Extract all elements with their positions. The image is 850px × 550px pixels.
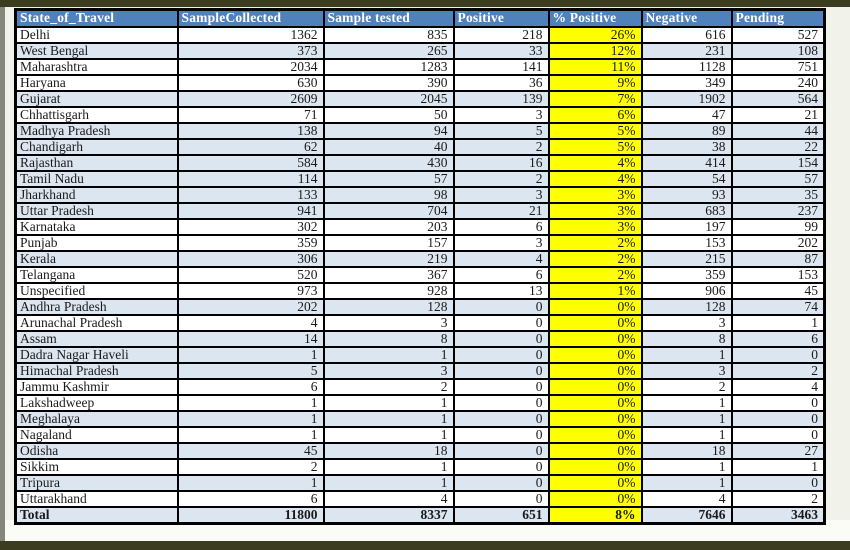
pending-cell: 108: [732, 43, 825, 59]
negative-cell: 4: [642, 491, 732, 507]
pct-positive-cell: 5%: [549, 139, 642, 155]
state-cell: Odisha: [16, 443, 178, 459]
state-cell: Gujarat: [16, 91, 178, 107]
state-cell: Andhra Pradesh: [16, 299, 178, 315]
table-row: [16, 315, 825, 331]
pct-positive-cell: 2%: [549, 251, 642, 267]
state-cell: Assam: [16, 331, 178, 347]
positive-cell: 0: [454, 491, 549, 507]
negative-cell: 349: [642, 75, 732, 91]
negative-cell: 683: [642, 203, 732, 219]
negative-cell: 18: [642, 443, 732, 459]
state-cell: Jammu Kashmir: [16, 379, 178, 395]
pending-cell: 240: [732, 75, 825, 91]
state-cell: Tamil Nadu: [16, 171, 178, 187]
table-row: [16, 139, 825, 155]
pending-cell: 57: [732, 171, 825, 187]
negative-cell: 3: [642, 315, 732, 331]
negative-cell: 906: [642, 283, 732, 299]
collected-cell: 2609: [178, 91, 324, 107]
bottom-divider-band: [0, 541, 850, 550]
pending-cell: 0: [732, 427, 825, 443]
table-row: [16, 43, 825, 59]
table-row: [16, 491, 825, 507]
state-cell: Meghalaya: [16, 411, 178, 427]
collected-cell: 1: [178, 395, 324, 411]
table-row: [16, 427, 825, 443]
tested-cell: 128: [324, 299, 454, 315]
table-row: [16, 187, 825, 203]
positive-cell: 0: [454, 427, 549, 443]
tested-cell: 430: [324, 155, 454, 171]
pct-positive-cell: 0%: [549, 459, 642, 475]
tested-cell: 40: [324, 139, 454, 155]
collected-cell: 1362: [178, 27, 324, 43]
negative-cell: 1902: [642, 91, 732, 107]
collected-cell: 4: [178, 315, 324, 331]
positive-cell: 0: [454, 299, 549, 315]
tested-cell: 1: [324, 347, 454, 363]
negative-cell: 38: [642, 139, 732, 155]
state-cell: Arunachal Pradesh: [16, 315, 178, 331]
table-row: [16, 395, 825, 411]
table-row: [16, 459, 825, 475]
tested-cell: 1: [324, 475, 454, 491]
table-row: [16, 363, 825, 379]
collected-cell: 1: [178, 427, 324, 443]
negative-cell: 1: [642, 395, 732, 411]
table-row: [16, 219, 825, 235]
collected-cell: 14: [178, 331, 324, 347]
state-cell: Kerala: [16, 251, 178, 267]
table-row: [16, 475, 825, 491]
collected-cell: 1: [178, 475, 324, 491]
pct-positive-cell: 0%: [549, 475, 642, 491]
pending-cell: 154: [732, 155, 825, 171]
collected-cell: 941: [178, 203, 324, 219]
pending-cell: 564: [732, 91, 825, 107]
state-cell: Total: [16, 507, 178, 524]
collected-cell: 520: [178, 267, 324, 283]
total-row: [16, 507, 825, 524]
column-header-positive: Positive: [454, 10, 549, 27]
pct-positive-cell: 0%: [549, 411, 642, 427]
collected-cell: 138: [178, 123, 324, 139]
tested-cell: 1283: [324, 59, 454, 75]
tested-cell: 3: [324, 315, 454, 331]
pending-cell: 4: [732, 379, 825, 395]
positive-cell: 6: [454, 267, 549, 283]
state-cell: Uttarakhand: [16, 491, 178, 507]
negative-cell: 616: [642, 27, 732, 43]
collected-cell: 2034: [178, 59, 324, 75]
pending-cell: 44: [732, 123, 825, 139]
pct-positive-cell: 0%: [549, 315, 642, 331]
pending-cell: 527: [732, 27, 825, 43]
negative-cell: 197: [642, 219, 732, 235]
pct-positive-cell: 9%: [549, 75, 642, 91]
positive-cell: 0: [454, 331, 549, 347]
tested-cell: 8337: [324, 507, 454, 524]
pct-positive-cell: 0%: [549, 443, 642, 459]
negative-cell: 2: [642, 379, 732, 395]
positive-cell: 21: [454, 203, 549, 219]
state-cell: Nagaland: [16, 427, 178, 443]
tested-cell: 390: [324, 75, 454, 91]
pending-cell: 35: [732, 187, 825, 203]
pending-cell: 87: [732, 251, 825, 267]
tested-cell: 1: [324, 411, 454, 427]
negative-cell: 359: [642, 267, 732, 283]
state-cell: Chandigarh: [16, 139, 178, 155]
pending-cell: 74: [732, 299, 825, 315]
table-row: [16, 267, 825, 283]
pending-cell: 237: [732, 203, 825, 219]
table-row: [16, 411, 825, 427]
state-cell: Punjab: [16, 235, 178, 251]
pending-cell: 1: [732, 459, 825, 475]
top-divider-band: [0, 0, 850, 7]
negative-cell: 3: [642, 363, 732, 379]
pct-positive-cell: 4%: [549, 155, 642, 171]
tested-cell: 2045: [324, 91, 454, 107]
table-row: [16, 283, 825, 299]
negative-cell: 93: [642, 187, 732, 203]
state-cell: Sikkim: [16, 459, 178, 475]
collected-cell: 630: [178, 75, 324, 91]
table-row: [16, 107, 825, 123]
collected-cell: 1: [178, 411, 324, 427]
positive-cell: 0: [454, 443, 549, 459]
pct-positive-cell: 26%: [549, 27, 642, 43]
state-cell: Uttar Pradesh: [16, 203, 178, 219]
pct-positive-cell: 12%: [549, 43, 642, 59]
tested-cell: 8: [324, 331, 454, 347]
state-cell: Telangana: [16, 267, 178, 283]
collected-cell: 133: [178, 187, 324, 203]
table-row: [16, 91, 825, 107]
tested-cell: 1: [324, 427, 454, 443]
pct-positive-cell: 0%: [549, 347, 642, 363]
state-cell: Rajasthan: [16, 155, 178, 171]
pct-positive-cell: 3%: [549, 219, 642, 235]
positive-cell: 0: [454, 315, 549, 331]
pct-positive-cell: 1%: [549, 283, 642, 299]
collected-cell: 373: [178, 43, 324, 59]
table-row: [16, 443, 825, 459]
negative-cell: 54: [642, 171, 732, 187]
pct-positive-cell: 3%: [549, 187, 642, 203]
table-row: [16, 59, 825, 75]
table-row: [16, 27, 825, 43]
collected-cell: 62: [178, 139, 324, 155]
collected-cell: 302: [178, 219, 324, 235]
collected-cell: 114: [178, 171, 324, 187]
positive-cell: 0: [454, 459, 549, 475]
pending-cell: 0: [732, 395, 825, 411]
state-cell: Chhattisgarh: [16, 107, 178, 123]
pct-positive-cell: 0%: [549, 427, 642, 443]
collected-cell: 6: [178, 379, 324, 395]
state-cell: Haryana: [16, 75, 178, 91]
tested-cell: 157: [324, 235, 454, 251]
collected-cell: 71: [178, 107, 324, 123]
negative-cell: 7646: [642, 507, 732, 524]
tested-cell: 1: [324, 459, 454, 475]
table-row: [16, 347, 825, 363]
tested-cell: 1: [324, 395, 454, 411]
pending-cell: 2: [732, 363, 825, 379]
pct-positive-cell: 0%: [549, 491, 642, 507]
column-header-sample-tested: Sample tested: [324, 10, 454, 27]
collected-cell: 584: [178, 155, 324, 171]
positive-cell: 3: [454, 107, 549, 123]
column-header-sample-collected: SampleCollected: [178, 10, 324, 27]
collected-cell: 202: [178, 299, 324, 315]
table-row: [16, 171, 825, 187]
pct-positive-cell: 0%: [549, 363, 642, 379]
tested-cell: 4: [324, 491, 454, 507]
positive-cell: 13: [454, 283, 549, 299]
collected-cell: 306: [178, 251, 324, 267]
negative-cell: 47: [642, 107, 732, 123]
negative-cell: 1128: [642, 59, 732, 75]
state-cell: Maharashtra: [16, 59, 178, 75]
negative-cell: 89: [642, 123, 732, 139]
pct-positive-cell: 2%: [549, 235, 642, 251]
tested-cell: 3: [324, 363, 454, 379]
pending-cell: 1: [732, 315, 825, 331]
tested-cell: 265: [324, 43, 454, 59]
negative-cell: 414: [642, 155, 732, 171]
negative-cell: 1: [642, 411, 732, 427]
pct-positive-cell: 0%: [549, 299, 642, 315]
tested-cell: 928: [324, 283, 454, 299]
pct-positive-cell: 6%: [549, 107, 642, 123]
pending-cell: 22: [732, 139, 825, 155]
collected-cell: 359: [178, 235, 324, 251]
state-cell: Tripura: [16, 475, 178, 491]
state-cell: Madhya Pradesh: [16, 123, 178, 139]
negative-cell: 1: [642, 347, 732, 363]
collected-cell: 45: [178, 443, 324, 459]
pct-positive-cell: 8%: [549, 507, 642, 524]
tested-cell: 50: [324, 107, 454, 123]
tested-cell: 835: [324, 27, 454, 43]
pct-positive-cell: 0%: [549, 331, 642, 347]
pct-positive-cell: 3%: [549, 203, 642, 219]
tested-cell: 94: [324, 123, 454, 139]
negative-cell: 1: [642, 427, 732, 443]
positive-cell: 2: [454, 139, 549, 155]
positive-cell: 0: [454, 363, 549, 379]
pending-cell: 3463: [732, 507, 825, 524]
negative-cell: 1: [642, 475, 732, 491]
positive-cell: 16: [454, 155, 549, 171]
negative-cell: 128: [642, 299, 732, 315]
collected-cell: 5: [178, 363, 324, 379]
column-header-state-of-travel: State_of_Travel: [16, 10, 178, 27]
positive-cell: 139: [454, 91, 549, 107]
pct-positive-cell: 4%: [549, 171, 642, 187]
pct-positive-cell: 5%: [549, 123, 642, 139]
collected-cell: 1: [178, 347, 324, 363]
positive-cell: 0: [454, 411, 549, 427]
state-cell: West Bengal: [16, 43, 178, 59]
table-row: [16, 379, 825, 395]
tested-cell: 367: [324, 267, 454, 283]
collected-cell: 11800: [178, 507, 324, 524]
state-cell: Jharkhand: [16, 187, 178, 203]
positive-cell: 218: [454, 27, 549, 43]
table-row: [16, 155, 825, 171]
column-header-negative: Negative: [642, 10, 732, 27]
pct-positive-cell: 0%: [549, 379, 642, 395]
tested-cell: 98: [324, 187, 454, 203]
collected-cell: 2: [178, 459, 324, 475]
positive-cell: 0: [454, 475, 549, 491]
positive-cell: 5: [454, 123, 549, 139]
table-row: [16, 251, 825, 267]
table-body: [16, 27, 825, 524]
pct-positive-cell: 7%: [549, 91, 642, 107]
positive-cell: 651: [454, 507, 549, 524]
pending-cell: 0: [732, 347, 825, 363]
tested-cell: 704: [324, 203, 454, 219]
left-edge-stripe: [0, 7, 5, 541]
positive-cell: 6: [454, 219, 549, 235]
collected-cell: 973: [178, 283, 324, 299]
positive-cell: 141: [454, 59, 549, 75]
state-cell: Lakshadweep: [16, 395, 178, 411]
pending-cell: 27: [732, 443, 825, 459]
positive-cell: 4: [454, 251, 549, 267]
pending-cell: 21: [732, 107, 825, 123]
positive-cell: 3: [454, 187, 549, 203]
tested-cell: 18: [324, 443, 454, 459]
table-row: [16, 299, 825, 315]
negative-cell: 153: [642, 235, 732, 251]
tested-cell: 57: [324, 171, 454, 187]
tested-cell: 2: [324, 379, 454, 395]
pending-cell: 2: [732, 491, 825, 507]
positive-cell: 0: [454, 395, 549, 411]
pending-cell: 45: [732, 283, 825, 299]
column-header-pending: Pending: [732, 10, 825, 27]
pending-cell: 0: [732, 411, 825, 427]
state-cell: Unspecified: [16, 283, 178, 299]
pending-cell: 0: [732, 475, 825, 491]
table-row: [16, 331, 825, 347]
tested-cell: 219: [324, 251, 454, 267]
negative-cell: 8: [642, 331, 732, 347]
state-cell: Karnataka: [16, 219, 178, 235]
positive-cell: 3: [454, 235, 549, 251]
table-row: [16, 123, 825, 139]
positive-cell: 2: [454, 171, 549, 187]
column-header-pct-positive: % Positive: [549, 10, 642, 27]
pending-cell: 202: [732, 235, 825, 251]
table-row: [16, 203, 825, 219]
state-cell: Himachal Pradesh: [16, 363, 178, 379]
pending-cell: 6: [732, 331, 825, 347]
table-row: [16, 235, 825, 251]
tested-cell: 203: [324, 219, 454, 235]
pct-positive-cell: 11%: [549, 59, 642, 75]
state-cell: Delhi: [16, 27, 178, 43]
positive-cell: 36: [454, 75, 549, 91]
pending-cell: 153: [732, 267, 825, 283]
samples-by-state-table: [14, 8, 826, 525]
negative-cell: 215: [642, 251, 732, 267]
positive-cell: 0: [454, 379, 549, 395]
pct-positive-cell: 0%: [549, 395, 642, 411]
pending-cell: 99: [732, 219, 825, 235]
positive-cell: 33: [454, 43, 549, 59]
pending-cell: 751: [732, 59, 825, 75]
negative-cell: 231: [642, 43, 732, 59]
positive-cell: 0: [454, 347, 549, 363]
table-row: [16, 75, 825, 91]
collected-cell: 6: [178, 491, 324, 507]
pct-positive-cell: 2%: [549, 267, 642, 283]
table-header-row: [16, 10, 825, 27]
state-cell: Dadra Nagar Haveli: [16, 347, 178, 363]
negative-cell: 1: [642, 459, 732, 475]
